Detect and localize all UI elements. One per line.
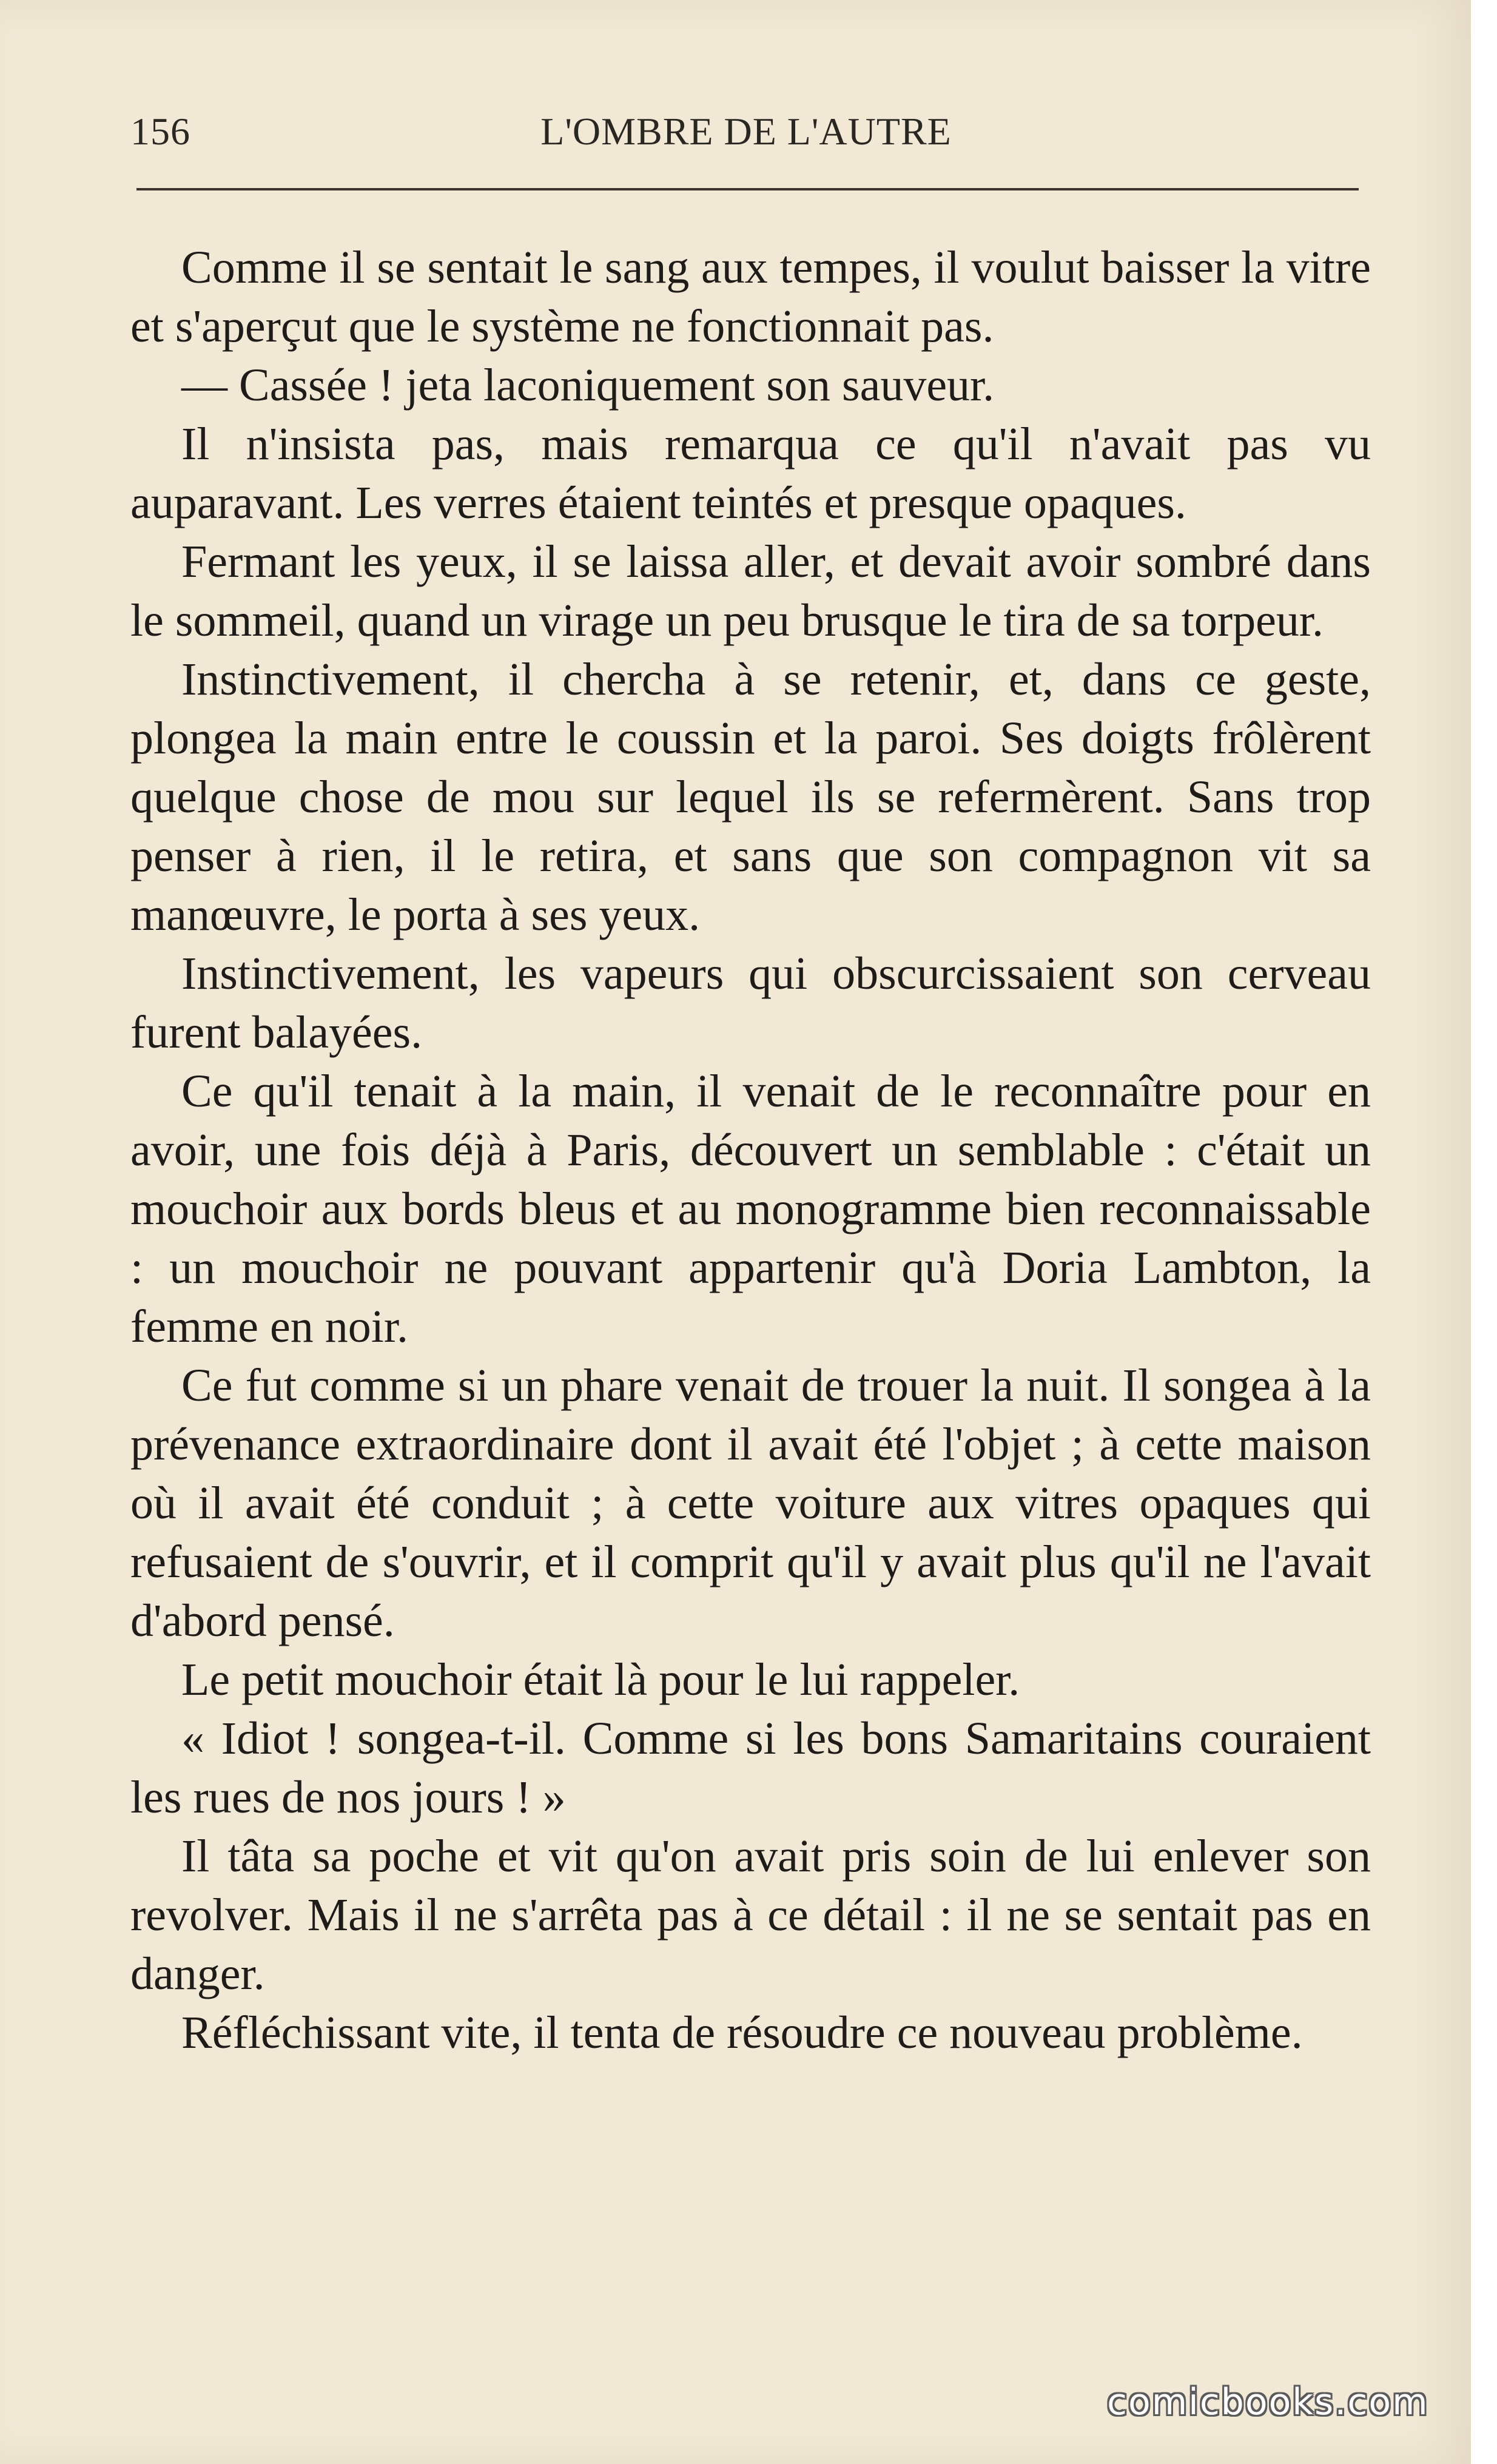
- paragraph: Comme il se sentait le sang aux tempes, il voulut baisser la vitre et s'aperçut que le système ne fonctionnait pas.: [130, 242, 1371, 352]
- paragraph: Il tâta sa poche et vit qu'on avait pris soin de lui enlever son revolver. Mais il ne s'arrêta pas à ce détail : il ne se sentait pas en danger.: [130, 1831, 1371, 1999]
- paragraph: Instinctivement, il chercha à se retenir, et, dans ce geste, plongea la main entre le coussin et la paroi. Ses doigts frôlèrent quelque chose de mou sur lequel ils se refermèrent. Sans trop penser à rien, il le retira, et sans que son compagnon vit sa manœuvre, le porta à ses yeux.: [130, 654, 1371, 940]
- paragraph: Fermant les yeux, il se laissa aller, et devait avoir sombré dans le sommeil, quand un virage un peu brusque le tira de sa torpeur.: [130, 536, 1371, 646]
- body-text: [130, 238, 1371, 2062]
- paragraph: « Idiot ! songea-t-il. Comme si les bons Samaritains couraient les rues de nos jours ! »: [130, 1713, 1371, 1823]
- running-title: L'OMBRE DE L'AUTRE: [540, 110, 952, 153]
- paragraph: Ce fut comme si un phare venait de trouer la nuit. Il songea à la prévenance extraordinaire dont il avait été l'objet ; à cette maison où il avait été conduit ; à cette voiture aux vitres opaques qui refusaient de s'ouvrir, et il comprit qu'il y avait plus qu'il ne l'avait d'abord pensé.: [130, 1360, 1371, 1646]
- paragraph: — Cassée ! jeta laconiquement son sauveur.: [181, 360, 995, 411]
- paragraph: Instinctivement, les vapeurs qui obscurcissaient son cerveau furent balayées.: [130, 948, 1371, 1058]
- page-number: 156: [130, 110, 190, 153]
- paragraph: Ce qu'il tenait à la main, il venait de le reconnaître pour en avoir, une fois déjà à Paris, découvert un semblable : c'était un mouchoir aux bords bleus et au monogramme bien reconnaissable : un mouchoir ne pouvant appartenir qu'à Doria Lambton, la femme en noir.: [130, 1066, 1371, 1352]
- page-header: [130, 109, 1362, 158]
- header-rule: [136, 188, 1359, 190]
- page-margin: [1471, 0, 1497, 2464]
- watermark-text: comicbooks.com: [1107, 2381, 1429, 2423]
- paragraph: Il n'insista pas, mais remarqua ce qu'il n'avait pas vu auparavant. Les verres étaient teintés et presque opaques.: [130, 419, 1371, 528]
- paragraph: Réfléchissant vite, il tenta de résoudre ce nouveau problème.: [181, 2007, 1303, 2058]
- paragraph: Le petit mouchoir était là pour le lui rappeler.: [181, 1654, 1020, 1705]
